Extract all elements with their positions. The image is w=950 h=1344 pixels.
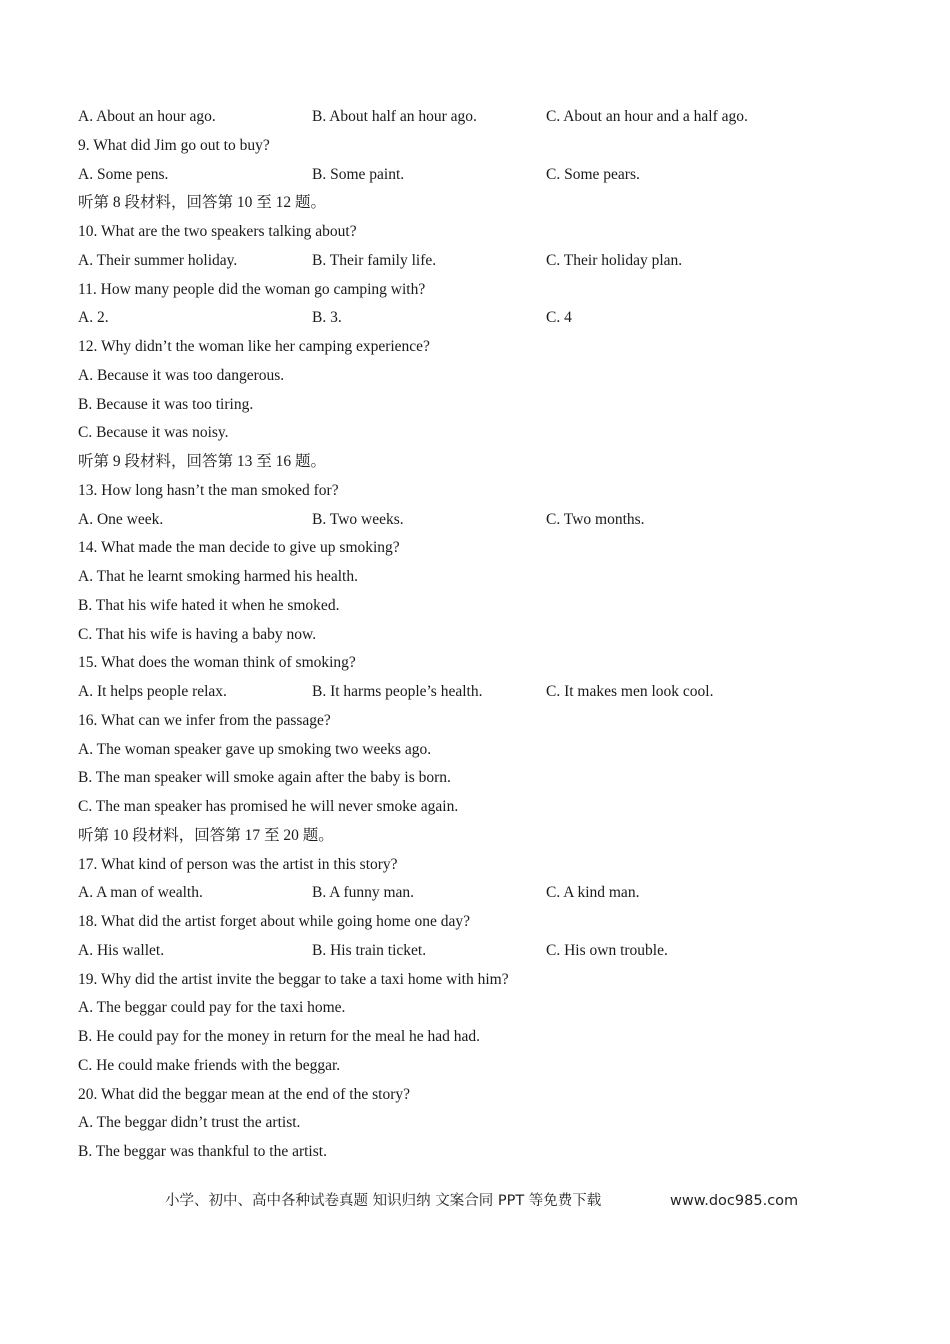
text-line: 13. How long hasn’t the man smoked for? [78,481,339,499]
option-a: A. 2. [78,309,109,327]
option-b: B. Their family life. [312,251,437,269]
option-c: C. 4 [546,309,572,327]
option-a: A. Some pens. [78,165,169,183]
text-line: C. That his wife is having a baby now. [78,625,317,643]
text-line: 18. What did the artist forget about while going home one day? [78,913,471,930]
text-line: C. He could make friends with the beggar. [78,1056,341,1074]
option-b: B. His train ticket. [312,941,427,959]
footer-url[interactable]: www.doc985.com [670,1193,799,1209]
text-line: 14. What made the man decide to give up smoking? [78,539,400,557]
text-line: B. He could pay for the money in return for the meal he had had. [78,1028,481,1045]
answer-options-row [78,247,878,276]
text-line: 10. What are the two speakers talking about? [78,223,357,240]
text-line: A. That he learnt smoking harmed his health. [78,568,358,585]
text-line: B. The man speaker will smoke again after the baby is born. [78,769,451,787]
answer-options-row [78,506,878,535]
text-line: B. The beggar was thankful to the artist. [78,1143,327,1160]
text-line: 11. How many people did the woman go camping with? [78,280,426,298]
option-a: A. His wallet. [78,941,165,959]
text-line: 9. What did Jim go out to buy? [78,136,270,154]
option-c: C. It makes men look cool. [546,683,714,700]
exam-content [78,103,878,1167]
text-line: A. The woman speaker gave up smoking two weeks ago. [78,740,432,758]
option-b: B. It harms people’s health. [312,683,483,700]
text-line: 听第 10 段材料，回答第 17 至 20 题。 [78,826,334,844]
option-b: B. A funny man. [312,884,415,902]
option-a: A. Their summer holiday. [78,251,238,269]
option-a: A. A man of wealth. [78,884,203,902]
option-b: B. Two weeks. [312,510,404,528]
answer-options-row [78,161,878,190]
page-footer [0,1188,950,1214]
option-a: A. One week. [78,510,164,528]
option-b: B. Some paint. [312,165,405,183]
text-line: 17. What kind of person was the artist in this story? [78,855,398,873]
option-b: B. 3. [312,309,342,327]
option-a: A. About an hour ago. [78,108,216,125]
text-line: A. The beggar didn’t trust the artist. [78,1114,301,1132]
text-line: 16. What can we infer from the passage? [78,711,331,729]
option-c: C. Some pears. [546,165,640,183]
option-a: A. It helps people relax. [78,683,227,700]
option-c: C. About an hour and a half ago. [546,108,748,125]
text-line: A. Because it was too dangerous. [78,366,285,384]
answer-options-row [78,304,878,333]
text-line: 12. Why didn’t the woman like her camping experience? [78,338,430,355]
text-line: B. That his wife hated it when he smoked. [78,596,340,614]
answer-options-row [78,678,878,707]
footer-text: 小学、初中、高中各种试卷真题 知识归纳 文案合同 PPT 等免费下载 [165,1193,602,1209]
text-line: C. Because it was noisy. [78,424,229,442]
text-line: C. The man speaker has promised he will never smoke again. [78,798,459,815]
answer-options-row [78,103,878,132]
text-line: B. Because it was too tiring. [78,395,254,413]
option-c: C. Their holiday plan. [546,251,683,269]
text-line: 听第 9 段材料，回答第 13 至 16 题。 [78,453,327,470]
option-b: B. About half an hour ago. [312,108,477,125]
option-c: C. Two months. [546,510,645,528]
text-line: 20. What did the beggar mean at the end of the story? [78,1085,410,1103]
answer-options-row [78,879,878,908]
option-c: C. His own trouble. [546,941,668,959]
answer-options-row [78,937,878,966]
text-line: 听第 8 段材料，回答第 10 至 12 题。 [78,194,327,212]
text-line: 19. Why did the artist invite the beggar to take a taxi home with him? [78,970,509,988]
option-c: C. A kind man. [546,884,640,902]
text-line: A. The beggar could pay for the taxi home. [78,999,346,1017]
text-line: 15. What does the woman think of smoking? [78,654,356,672]
